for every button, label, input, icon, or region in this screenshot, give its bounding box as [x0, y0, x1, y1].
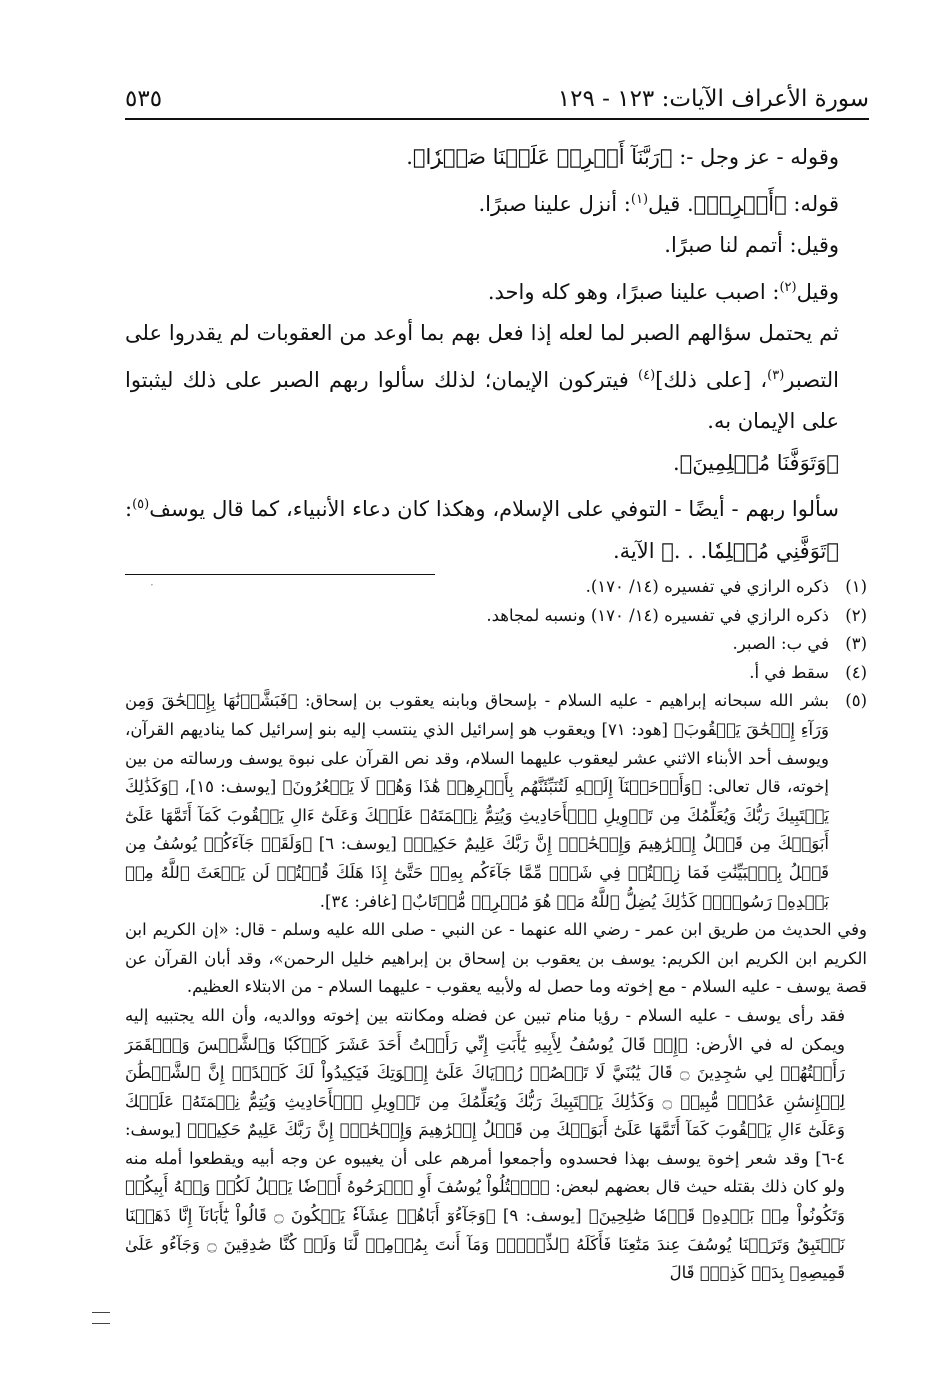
verse-quote: ﴿وَتَوَفَّنَا مُسۡلِمِينَ﴾.	[672, 450, 839, 475]
footnote-5-paragraph-3: فقد رأى يوسف - عليه السلام - رؤيا منام تبين عن فضله ومكانته بين إخوته ووالديه، وأن الله يجتبيه إليه ويمكن له في الأرض: ﴿إِذۡ قَالَ يُوسُفُ لِأَبِيهِ يَٰٓأَبَتِ إِنِّي رَأَيۡتُ أَحَدَ عَشَرَ كَوۡكَبٗا وَٱلشَّمۡسَ وَٱلۡقَمَرَ رَأَيۡتُهُمۡ لِي سَٰجِدِينَ ۝ قَالَ يَٰبُنَيَّ لَا تَقۡصُصۡ رُءۡيَاكَ عَلَىٰٓ إِخۡوَتِكَ فَيَكِيدُواْ لَكَ كَيۡدًاۖ إِنَّ ٱلشَّيۡطَٰنَ لِلۡإِنسَٰنِ عَدُوّٞ مُّبِينٞ ۝ وَكَذَٰلِكَ يَجۡتَبِيكَ رَبُّكَ وَيُعَلِّمُكَ مِن تَأۡوِيلِ ٱلۡأَحَادِيثِ وَيُتِمُّ نِعۡمَتَهُۥ عَلَيۡكَ وَعَلَىٰٓ ءَالِ يَعۡقُوبَ كَمَآ أَتَمَّهَا عَلَىٰٓ أَبَوَيۡكَ مِن قَبۡلُ إِبۡرَٰهِيمَ وَإِسۡحَٰقَۚ إِنَّ رَبَّكَ عَلِيمٌ حَكِيمٞ﴾ [يوسف: ٤-٦] وقد شعر إخوة يوسف بهذا فحسدوه وأجمعوا أمرهم على أن يغيبوه عن وجه أبيه ويقطعوا أمله منه ولو كان ذلك بقتله حيث قال بعضهم لبعض: ﴿ٱقۡتُلُواْ يُوسُفَ أَوِ ٱطۡرَحُوهُ أَرۡضٗا يَخۡلُ لَكُمۡ وَجۡهُ أَبِيكُمۡ وَتَكُونُواْ مِنۢ بَعۡدِهِۦ قَوۡمٗا صَٰلِحِينَ﴾ [يوسف: ٩] ﴿وَجَآءُوٓ أَبَاهُمۡ عِشَآءٗ يَبۡكُونَ ۝ قَالُواْ يَٰٓأَبَانَآ إِنَّا ذَهَبۡنَا نَسۡتَبِقُ وَتَرَكۡنَا يُوسُفَ عِندَ مَتَٰعِنَا فَأَكَلَهُ ٱلذِّئۡبُۖ وَمَآ أَنتَ بِمُؤۡمِنٖ لَّنَا وَلَوۡ كُنَّا صَٰدِقِينَ ۝ وَجَآءُو عَلَىٰ قَمِيصِهِۦ بِدَمٖ كَذِبٖۚ قَالَ	[125, 1005, 846, 1283]
body-line-4	[125, 267, 867, 314]
gutter-mark	[92, 1312, 110, 1324]
footnote-text: في ب: الصبر.	[732, 634, 829, 654]
page-number: ٥٣٥	[125, 86, 163, 112]
body-line-4-text: وقيل	[796, 279, 839, 304]
footnote-number: (٢)	[845, 605, 867, 625]
running-header	[125, 78, 869, 112]
body-paragraph-7-cont: : ﴿تَوَفَّنِي مُسۡلِمٗا. . .﴾ الآية.	[125, 497, 839, 563]
footnote-ref-4: (٤)	[638, 367, 656, 383]
footnotes	[125, 573, 867, 1288]
body-paragraph-5-bracket: ، [على ذلك]	[655, 367, 768, 392]
footnote-ref-2: (٢)	[779, 279, 797, 295]
body-paragraph-5-cont: فيتركون الإيمان؛ لذلك سألوا ربهم الصبر على ذلك ليثبتوا على الإيمان به.	[125, 367, 839, 433]
footnote-3	[125, 630, 867, 659]
body-paragraph-7-text: سألوا ربهم - أيضًا - التوفي على الإسلام، وهكذا كان دعاء الأنبياء، كما قال يوسف	[149, 497, 839, 521]
footnote-ref-3: (٣)	[767, 367, 785, 383]
body-line-2	[125, 179, 867, 226]
footnote-number: (٣)	[845, 634, 867, 654]
footnote-text: ذكره الرازي في تفسيره (١٤/ ١٧٠).	[585, 577, 829, 596]
header-rule	[125, 118, 869, 120]
footnote-text: ذكره الرازي في تفسيره (١٤/ ١٧٠) ونسبه لمجاهد.	[486, 605, 829, 625]
footnote-number: (١)	[845, 577, 867, 596]
body-paragraph-7	[125, 484, 867, 572]
footnote-5	[125, 687, 867, 916]
footnote-ref-1: (١)	[630, 191, 649, 207]
footnote-5-paragraph-2: وفي الحديث من طريق ابن عمر - رضي الله عنهما - عن النبي - صلى الله عليه وسلم - قال: «إن الكريم ابن الكريم ابن الكريم ابن الكريم: يوسف بن يعقوب بن إسحاق بن إبراهيم خليل الرحمن»، وقد أبان القرآن عن قصة يوسف - عليه السلام - مع إخوته وما حصل له ولأبيه يعقوب - عليهما السلام - من الابتلاء العظيم.	[125, 920, 867, 997]
footnote-5-paragraph-1: بشر الله سبحانه إبراهيم - عليه السلام - بإسحاق وبابنه يعقوب بن إسحاق: ﴿فَبَشَّرۡنَٰهَا بِإِسۡحَٰقَ وَمِن وَرَآءِ إِسۡحَٰقَ يَعۡقُوبَ﴾ [هود: ٧١] ويعقوب هو إسرائيل الذي ينتسب إليه بنو إسرائيل كما يناديهم القرآن، ويوسف أحد الأبناء الاثني عشر ليعقوب عليهما السلام، وقد نص القرآن على نبوة يوسف ورسالته من بين إخوته، قال تعالى: ﴿وَأَوۡحَيۡنَآ إِلَيۡهِ لَتُنَبِّئَنَّهُم بِأَمۡرِهِمۡ هَٰذَا وَهُمۡ لَا يَشۡعُرُونَ﴾ [يوسف: ١٥]، ﴿وَكَذَٰلِكَ يَجۡتَبِيكَ رَبُّكَ وَيُعَلِّمُكَ مِن تَأۡوِيلِ ٱلۡأَحَادِيثِ وَيُتِمُّ نِعۡمَتَهُۥ عَلَيۡكَ وَعَلَىٰٓ ءَالِ يَعۡقُوبَ كَمَآ أَتَمَّهَا عَلَىٰٓ أَبَوَيۡكَ مِن قَبۡلُ إِبۡرَٰهِيمَ وَإِسۡحَٰقَۚ إِنَّ رَبَّكَ عَلِيمٌ حَكِيمٞ﴾ [يوسف: ٦] ﴿وَلَقَدۡ جَآءَكُمۡ يُوسُفُ مِن قَبۡلُ بِٱلۡبَيِّنَٰتِ فَمَا زِلۡتُمۡ فِي شَكّٖ مِّمَّا جَآءَكُم بِهِۦۖ حَتَّىٰٓ إِذَا هَلَكَ قُلۡتُمۡ لَن يَبۡعَثَ ٱللَّهُ مِنۢ بَعۡدِهِۦ رَسُولٗاۚ كَذَٰلِكَ يُضِلُّ ٱللَّهُ مَنۡ هُوَ مُسۡرِفٞ مُّرۡتَابٌ﴾ [غافر: ٣٤].	[125, 691, 829, 911]
footnote-2	[125, 602, 867, 631]
body-paragraph-5-text: ثم يحتمل سؤالهم الصبر لما لعله إذا فعل بهم بما أوعد من العقوبات لم يقدروا على التصبر	[125, 321, 840, 392]
footnote-4	[125, 659, 867, 688]
footnote-ref-5: (٥)	[132, 497, 150, 512]
footnote-number: (٥)	[845, 691, 867, 711]
body-line-4-text-cont: : اصبب علينا صبرًا، وهو كله واحد.	[487, 279, 780, 304]
body-line-2-text-cont: : أنزل علينا صبرًا.	[478, 191, 631, 216]
body-line-3: وقيل: أتمم لنا صبرًا.	[664, 233, 839, 257]
header-title: سورة الأعراف الآيات: ١٢٣ - ١٢٩	[557, 86, 869, 112]
footnote-1	[125, 573, 867, 602]
body-line-2-text: قوله: ﴿أَفۡرِغۡ﴾. قيل	[648, 191, 839, 216]
footnote-text: سقط في أ.	[749, 662, 829, 682]
footnote-number: (٤)	[845, 662, 867, 682]
body-paragraph-5	[125, 313, 867, 443]
main-text	[125, 137, 867, 575]
footnote-5-body	[125, 687, 829, 916]
body-line-1: وقوله - عز وجل -: ﴿رَبَّنَآ أَفۡرِغۡ عَلَيۡنَا صَبۡرٗا﴾.	[406, 145, 839, 169]
scan-speck: ·	[150, 578, 154, 592]
